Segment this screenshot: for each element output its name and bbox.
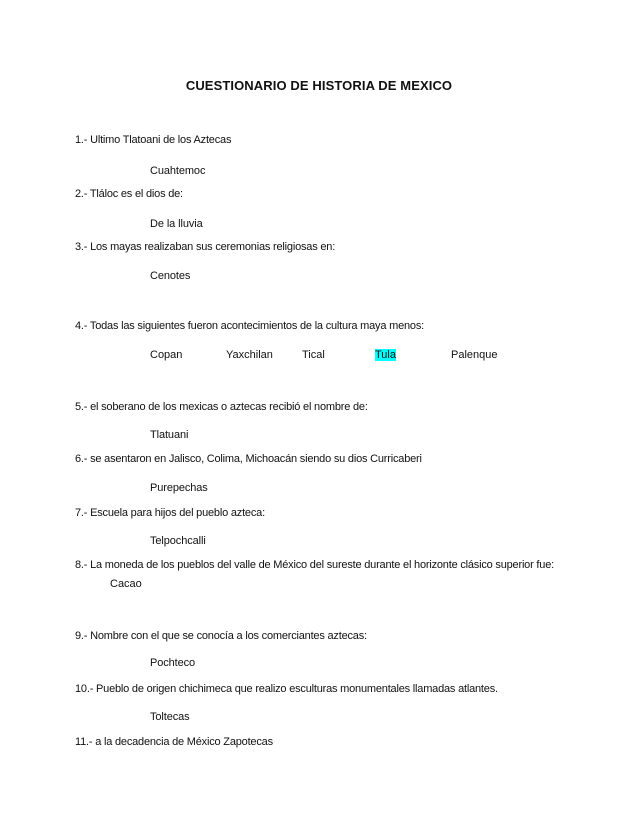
answer-2: De la lluvia bbox=[150, 218, 203, 230]
question-10: 10.- Pueblo de origen chichimeca que realizo esculturas monumentales llamadas atlantes. bbox=[75, 683, 498, 695]
question-7: 7.- Escuela para hijos del pueblo azteca: bbox=[75, 507, 265, 519]
question-3: 3.- Los mayas realizaban sus ceremonias religiosas en: bbox=[75, 241, 336, 253]
question-11: 11.- a la decadencia de México Zapotecas bbox=[75, 736, 273, 748]
option-copan: Copan bbox=[150, 349, 183, 361]
option-yaxchilan: Yaxchilan bbox=[226, 349, 273, 361]
question-9: 9.- Nombre con el que se conocía a los comerciantes aztecas: bbox=[75, 630, 367, 642]
question-6: 6.- se asentaron en Jalisco, Colima, Michoacán siendo su dios Curricaberi bbox=[75, 453, 422, 465]
question-4: 4.- Todas las siguientes fueron acontecimientos de la cultura maya menos: bbox=[75, 320, 425, 332]
answer-5: Tlatuani bbox=[150, 429, 189, 441]
option-tical: Tical bbox=[302, 349, 325, 361]
question-1: 1.- Ultimo Tlatoani de los Aztecas bbox=[75, 134, 232, 146]
question-2: 2.- Tláloc es el dios de: bbox=[75, 188, 183, 200]
answer-9: Pochteco bbox=[150, 657, 196, 669]
answer-1: Cuahtemoc bbox=[150, 165, 206, 177]
question-5: 5.- el soberano de los mexicas o aztecas recibió el nombre de: bbox=[75, 401, 368, 413]
answer-8: Cacao bbox=[110, 578, 142, 590]
answer-10: Toltecas bbox=[150, 711, 190, 723]
question-8: 8.- La moneda de los pueblos del valle de México del sureste durante el horizonte clásico superior fue: bbox=[75, 559, 554, 571]
option-tula-highlighted: Tula bbox=[375, 349, 396, 361]
answer-7: Telpochcalli bbox=[150, 535, 206, 547]
page-title: CUESTIONARIO DE HISTORIA DE MEXICO bbox=[185, 78, 453, 93]
answer-6: Purepechas bbox=[150, 482, 208, 494]
option-palenque: Palenque bbox=[451, 349, 498, 361]
answer-3: Cenotes bbox=[150, 270, 191, 282]
